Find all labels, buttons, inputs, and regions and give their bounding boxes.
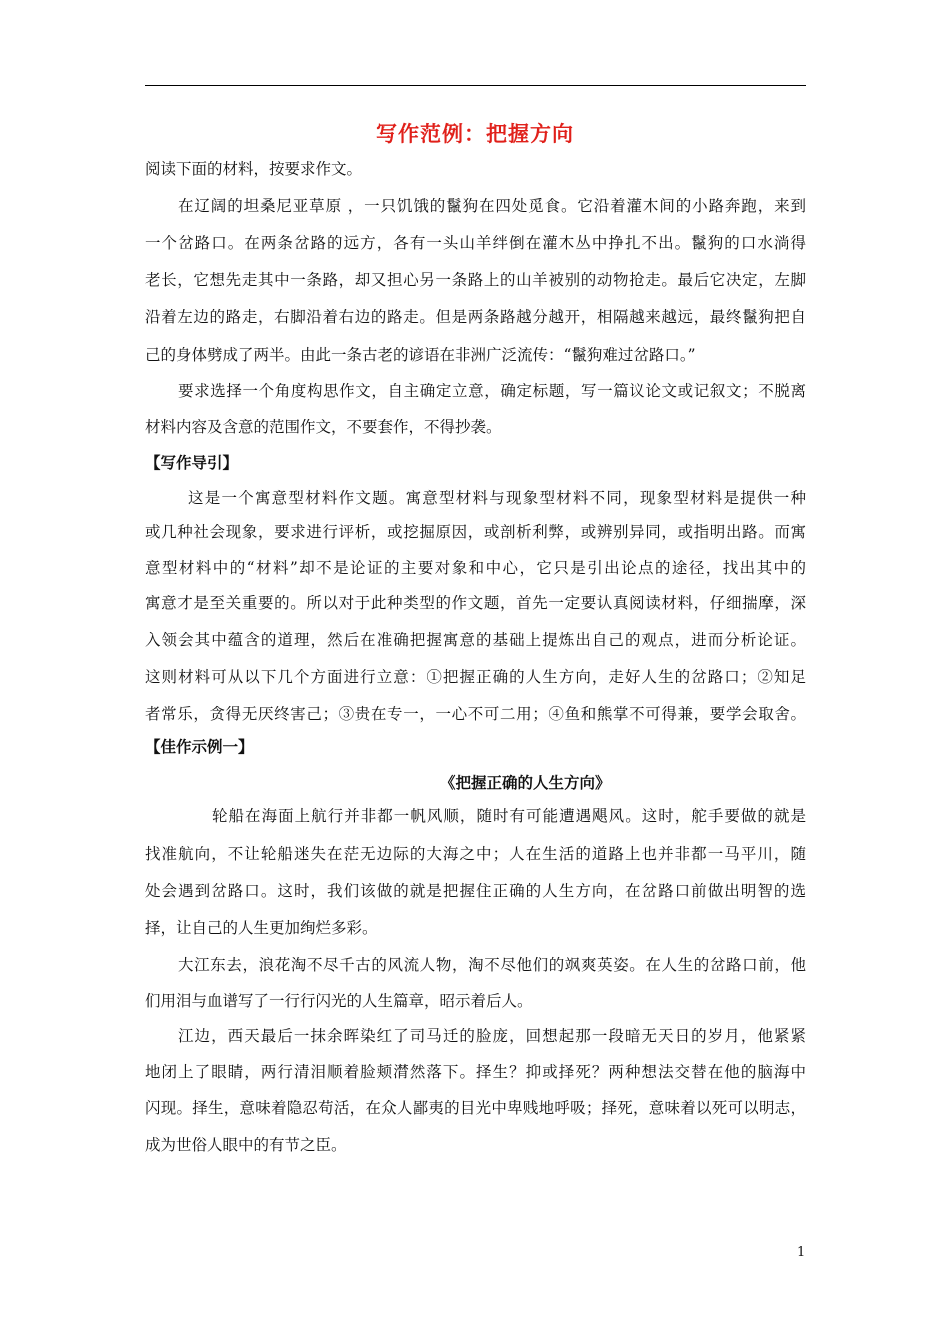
guide-line-2: 或几种社会现象，要求进行评析，或挖掘原因，或剖析利弊，或辨别异同，或指明出路。而寓 [145, 523, 806, 541]
essay-title: 《把握正确的人生方向》 [440, 774, 611, 792]
essay-p1-line-2: 找准航向，不让轮船迷失在茫无边际的大海之中；人在生活的道路上也并非都一马平川，随 [145, 845, 806, 863]
guide-line-3: 意型材料中的“材料”却不是论证的主要对象和中心，它只是引出论点的途径，找出其中的 [145, 559, 806, 577]
requirements-line-2: 材料内容及含意的范围作文，不要套作，不得抄袭。 [145, 418, 502, 436]
essay-p3-line-1: 江边，西天最后一抹余晖染红了司马迁的脸庞，回想起那一段暗无天日的岁月，他紧紧 [178, 1027, 806, 1045]
material-line-3: 老长，它想先走其中一条路，却又担心另一条路上的山羊被别的动物抢走。最后它决定，左脚 [145, 271, 806, 289]
guide-heading: 【写作导引】 [145, 454, 239, 472]
material-line-4: 沿着左边的路走，右脚沿着右边的路走。但是两条路越分越开，相隔越来越远，最终鬣狗把自 [145, 308, 806, 326]
essay-p3-line-2: 地闭上了眼睛，两行清泪顺着脸颊潸然落下。择生？抑或择死？两种想法交替在他的脑海中 [145, 1063, 806, 1081]
guide-line-7: 者常乐，贪得无厌终害己；③贵在专一，一心不可二用；④鱼和熊掌不可得兼，要学会取舍。 [145, 705, 806, 723]
intro-line: 阅读下面的材料，按要求作文。 [145, 160, 363, 178]
essay-p3-line-3: 闪现。择生，意味着隐忍苟活，在众人鄙夷的目光中卑贱地呼吸；择死，意味着以死可以明志， [145, 1099, 806, 1117]
material-line-1: 在辽阔的坦桑尼亚草原 ，一只饥饿的鬣狗在四处觅食。它沿着灌木间的小路奔跑，来到 [178, 197, 806, 215]
essay-p1-line-3: 处会遇到岔路口。这时，我们该做的就是把握住正确的人生方向，在岔路口前做出明智的选 [145, 882, 806, 900]
essay-p1-line-1: 轮船在海面上航行并非都一帆风顺，随时有可能遭遇飓风。这时，舵手要做的就是 [212, 807, 806, 825]
header-rule [145, 85, 806, 86]
essay-p2-line-2: 们用泪与血谱写了一行行闪光的人生篇章，昭示着后人。 [145, 992, 533, 1010]
material-line-5: 己的身体劈成了两半。由此一条古老的谚语在非洲广泛流传：“鬣狗难过岔路口。” [145, 346, 696, 364]
requirements-line-1: 要求选择一个角度构思作文，自主确定立意，确定标题，写一篇议论文或记叙文；不脱离 [178, 382, 806, 400]
guide-line-1: 这是一个寓意型材料作文题。寓意型材料与现象型材料不同，现象型材料是提供一种 [188, 489, 806, 507]
page-number: 1 [797, 1245, 806, 1260]
guide-line-4: 寓意才是至关重要的。所以对于此种类型的作文题，首先一定要认真阅读材料，仔细揣摩，深 [145, 594, 806, 612]
guide-line-5: 入领会其中蕴含的道理，然后在准确把握寓意的基础上提炼出自己的观点，进而分析论证。 [145, 631, 806, 649]
example-heading: 【佳作示例一】 [145, 738, 254, 756]
guide-line-6: 这则材料可从以下几个方面进行立意：①把握正确的人生方向，走好人生的岔路口；②知足 [145, 668, 806, 686]
essay-p2-line-1: 大江东去，浪花淘不尽千古的风流人物，淘不尽他们的飒爽英姿。在人生的岔路口前，他 [178, 956, 806, 974]
document-title: 写作范例：把握方向 [376, 122, 574, 146]
essay-p1-line-4: 择，让自己的人生更加绚烂多彩。 [145, 919, 378, 937]
essay-p3-line-4: 成为世俗人眼中的有节之臣。 [145, 1136, 347, 1154]
material-line-2: 一个岔路口。在两条岔路的远方，各有一头山羊绊倒在灌木丛中挣扎不出。鬣狗的口水淌得 [145, 234, 806, 252]
